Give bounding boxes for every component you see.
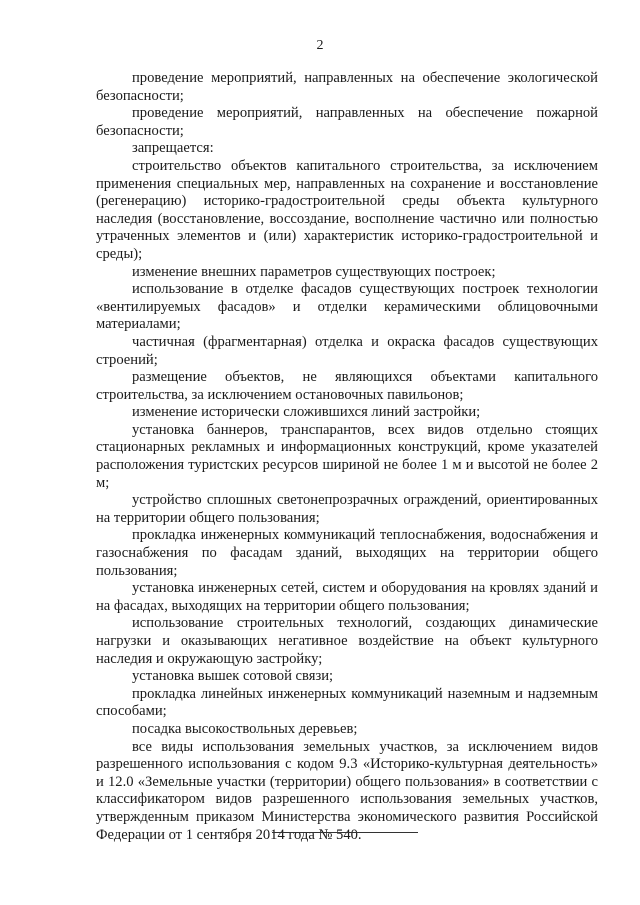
paragraph: установка баннеров, транспарантов, всех видов отдельно стоящих стационарных рекламных и информационных конструкций, кроме указателей расположения туристских ресурсов шириной не более 1 м и высотой не более 2 м; (96, 421, 598, 491)
paragraph: частичная (фрагментарная) отделка и окраска фасадов существующих строений; (96, 333, 598, 368)
page-number: 2 (316, 38, 324, 53)
paragraph: устройство сплошных светонепрозрачных ограждений, ориентированных на территории общего пользования; (96, 492, 598, 526)
paragraph: установка инженерных сетей, систем и оборудования на кровлях зданий и на фасадах, выходящих на территории общего пользования; (96, 580, 598, 614)
paragraph: запрещается: (132, 140, 214, 157)
paragraph: установка вышек сотовой связи; (132, 668, 334, 685)
paragraph: проведение мероприятий, направленных на обеспечение экологической безопасности; (96, 70, 598, 104)
paragraph: все виды использования земельных участков, за исключением видов разрешенного использования с кодом 9.3 «Историко-культурная деятельность» и 12.0 «Земельные участки (территории) общего пользования» в соответствии с классификатором видов разрешенного использования земельных участков, утвержденным приказом Министерства экономического развития Российской Федерации от 1 сентября 2014 года № 540. (96, 738, 598, 843)
paragraph: посадка высокоствольных деревьев; (132, 720, 358, 737)
paragraph: изменение внешних параметров существующих построек; (132, 263, 496, 280)
paragraph: прокладка линейных инженерных коммуникаций наземным и надземным способами; (96, 685, 598, 720)
paragraph: строительство объектов капитального строительства, за исключением применения специальных мер, направленных на сохранение и восстановление (регенерацию) историко-градостроительной среды объекта культурного наследия (восстановление, воссоздание, восполнение частично или полностью утраченных элементов и (или) характеристик историко-градостроительной и среды); (96, 157, 598, 262)
paragraph: размещение объектов, не являющихся объектами капитального строительства, за исключением остановочных павильонов; (96, 369, 598, 403)
paragraph: проведение мероприятий, направленных на обеспечение пожарной безопасности; (96, 105, 598, 139)
paragraph: использование в отделке фасадов существующих построек технологии «вентилируемых фасадов» и отделки керамическими облицовочными материалами; (96, 281, 598, 333)
end-divider (272, 832, 418, 833)
paragraph: изменение исторически сложившихся линий застройки; (132, 404, 481, 421)
paragraph: прокладка инженерных коммуникаций теплоснабжения, водоснабжения и газоснабжения по фасадам зданий, выходящих на территории общего пользования; (96, 527, 598, 579)
document-body (96, 70, 598, 844)
paragraph: использование строительных технологий, создающих динамические нагрузки и оказывающих негативное воздействие на объект культурного наследия и окружающую застройку; (96, 615, 598, 667)
